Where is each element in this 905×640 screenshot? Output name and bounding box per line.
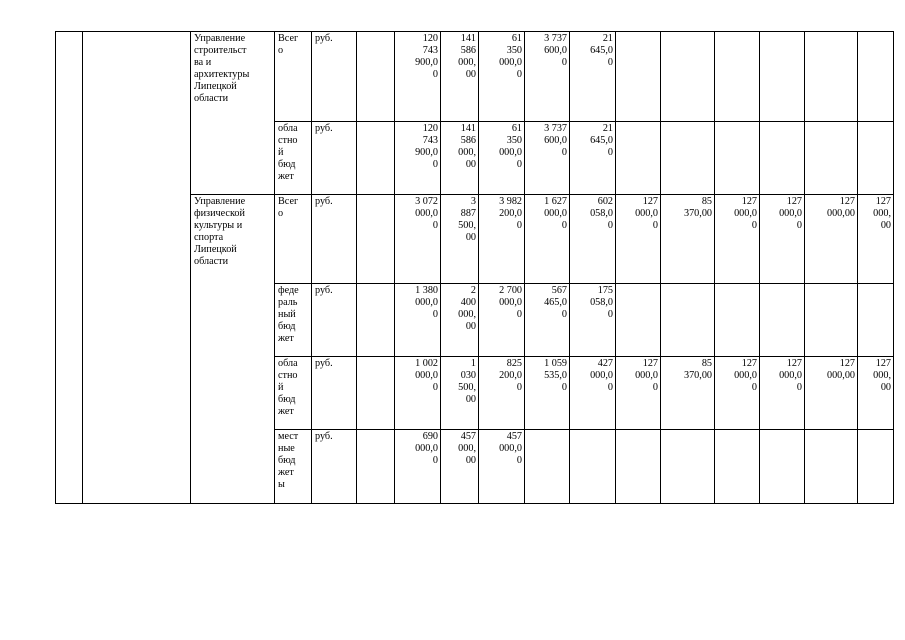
amount-cell bbox=[805, 122, 858, 195]
amount-cell: 21 645,0 0 bbox=[570, 32, 616, 122]
empty-cell bbox=[357, 430, 395, 504]
amount-cell: 3 072 000,0 0 bbox=[395, 195, 441, 284]
funding-source-cell: Всег о bbox=[275, 32, 312, 122]
unit-cell: руб. bbox=[312, 32, 357, 122]
budget-table bbox=[55, 31, 894, 504]
amount-cell bbox=[616, 284, 661, 357]
amount-cell bbox=[805, 430, 858, 504]
amount-cell: 127 000,00 bbox=[805, 195, 858, 284]
amount-cell: 61 350 000,0 0 bbox=[479, 122, 525, 195]
amount-cell bbox=[858, 122, 894, 195]
unit-cell: руб. bbox=[312, 430, 357, 504]
funding-source-cell: обла стно й бюд жет bbox=[275, 357, 312, 430]
amount-cell: 127 000, 00 bbox=[858, 195, 894, 284]
amount-cell: 127 000,0 0 bbox=[760, 195, 805, 284]
amount-cell: 21 645,0 0 bbox=[570, 122, 616, 195]
amount-cell: 120 743 900,0 0 bbox=[395, 122, 441, 195]
funding-source-cell: Всег о bbox=[275, 195, 312, 284]
amount-cell bbox=[661, 284, 715, 357]
amount-cell: 457 000, 00 bbox=[441, 430, 479, 504]
amount-cell: 1 059 535,0 0 bbox=[525, 357, 570, 430]
amount-cell: 85 370,00 bbox=[661, 357, 715, 430]
empty-cell bbox=[357, 195, 395, 284]
table-row bbox=[56, 32, 894, 122]
amount-cell bbox=[760, 32, 805, 122]
amount-cell: 3 737 600,0 0 bbox=[525, 122, 570, 195]
amount-cell: 1 380 000,0 0 bbox=[395, 284, 441, 357]
amount-cell: 175 058,0 0 bbox=[570, 284, 616, 357]
amount-cell: 457 000,0 0 bbox=[479, 430, 525, 504]
amount-cell bbox=[805, 284, 858, 357]
amount-cell: 127 000,0 0 bbox=[715, 195, 760, 284]
amount-cell bbox=[760, 284, 805, 357]
amount-cell: 141 586 000, 00 bbox=[441, 32, 479, 122]
amount-cell: 1 002 000,0 0 bbox=[395, 357, 441, 430]
amount-cell bbox=[616, 430, 661, 504]
amount-cell: 825 200,0 0 bbox=[479, 357, 525, 430]
amount-cell: 567 465,0 0 bbox=[525, 284, 570, 357]
empty-cell bbox=[357, 284, 395, 357]
program-name-cell bbox=[83, 32, 191, 504]
amount-cell: 127 000,0 0 bbox=[616, 357, 661, 430]
amount-cell: 3 887 500, 00 bbox=[441, 195, 479, 284]
amount-cell bbox=[858, 430, 894, 504]
amount-cell: 127 000,0 0 bbox=[616, 195, 661, 284]
amount-cell: 3 982 200,0 0 bbox=[479, 195, 525, 284]
amount-cell: 2 400 000, 00 bbox=[441, 284, 479, 357]
amount-cell: 602 058,0 0 bbox=[570, 195, 616, 284]
unit-cell: руб. bbox=[312, 284, 357, 357]
funding-source-cell: феде раль ный бюд жет bbox=[275, 284, 312, 357]
amount-cell bbox=[805, 32, 858, 122]
empty-cell bbox=[357, 357, 395, 430]
amount-cell bbox=[661, 430, 715, 504]
amount-cell bbox=[760, 122, 805, 195]
amount-cell bbox=[616, 32, 661, 122]
empty-cell bbox=[357, 32, 395, 122]
unit-cell: руб. bbox=[312, 122, 357, 195]
amount-cell: 141 586 000, 00 bbox=[441, 122, 479, 195]
amount-cell bbox=[760, 430, 805, 504]
executor-cell: Управление физической культуры и спорта Липецкой области bbox=[191, 195, 275, 504]
amount-cell: 120 743 900,0 0 bbox=[395, 32, 441, 122]
amount-cell bbox=[858, 284, 894, 357]
amount-cell: 427 000,0 0 bbox=[570, 357, 616, 430]
amount-cell: 127 000,0 0 bbox=[715, 357, 760, 430]
amount-cell: 127 000, 00 bbox=[858, 357, 894, 430]
unit-cell: руб. bbox=[312, 195, 357, 284]
amount-cell: 2 700 000,0 0 bbox=[479, 284, 525, 357]
amount-cell: 127 000,00 bbox=[805, 357, 858, 430]
amount-cell bbox=[616, 122, 661, 195]
amount-cell bbox=[661, 122, 715, 195]
amount-cell bbox=[525, 430, 570, 504]
amount-cell bbox=[715, 430, 760, 504]
unit-cell: руб. bbox=[312, 357, 357, 430]
row-number-cell bbox=[56, 32, 83, 504]
amount-cell: 85 370,00 bbox=[661, 195, 715, 284]
amount-cell bbox=[858, 32, 894, 122]
executor-cell: Управление строительст ва и архитектуры Липецкой области bbox=[191, 32, 275, 195]
funding-source-cell: мест ные бюд жет ы bbox=[275, 430, 312, 504]
amount-cell: 3 737 600,0 0 bbox=[525, 32, 570, 122]
amount-cell: 690 000,0 0 bbox=[395, 430, 441, 504]
amount-cell: 1 030 500, 00 bbox=[441, 357, 479, 430]
amount-cell bbox=[661, 32, 715, 122]
amount-cell bbox=[715, 32, 760, 122]
amount-cell: 127 000,0 0 bbox=[760, 357, 805, 430]
funding-source-cell: обла стно й бюд жет bbox=[275, 122, 312, 195]
amount-cell: 1 627 000,0 0 bbox=[525, 195, 570, 284]
empty-cell bbox=[357, 122, 395, 195]
amount-cell bbox=[715, 284, 760, 357]
amount-cell: 61 350 000,0 0 bbox=[479, 32, 525, 122]
amount-cell bbox=[715, 122, 760, 195]
amount-cell bbox=[570, 430, 616, 504]
